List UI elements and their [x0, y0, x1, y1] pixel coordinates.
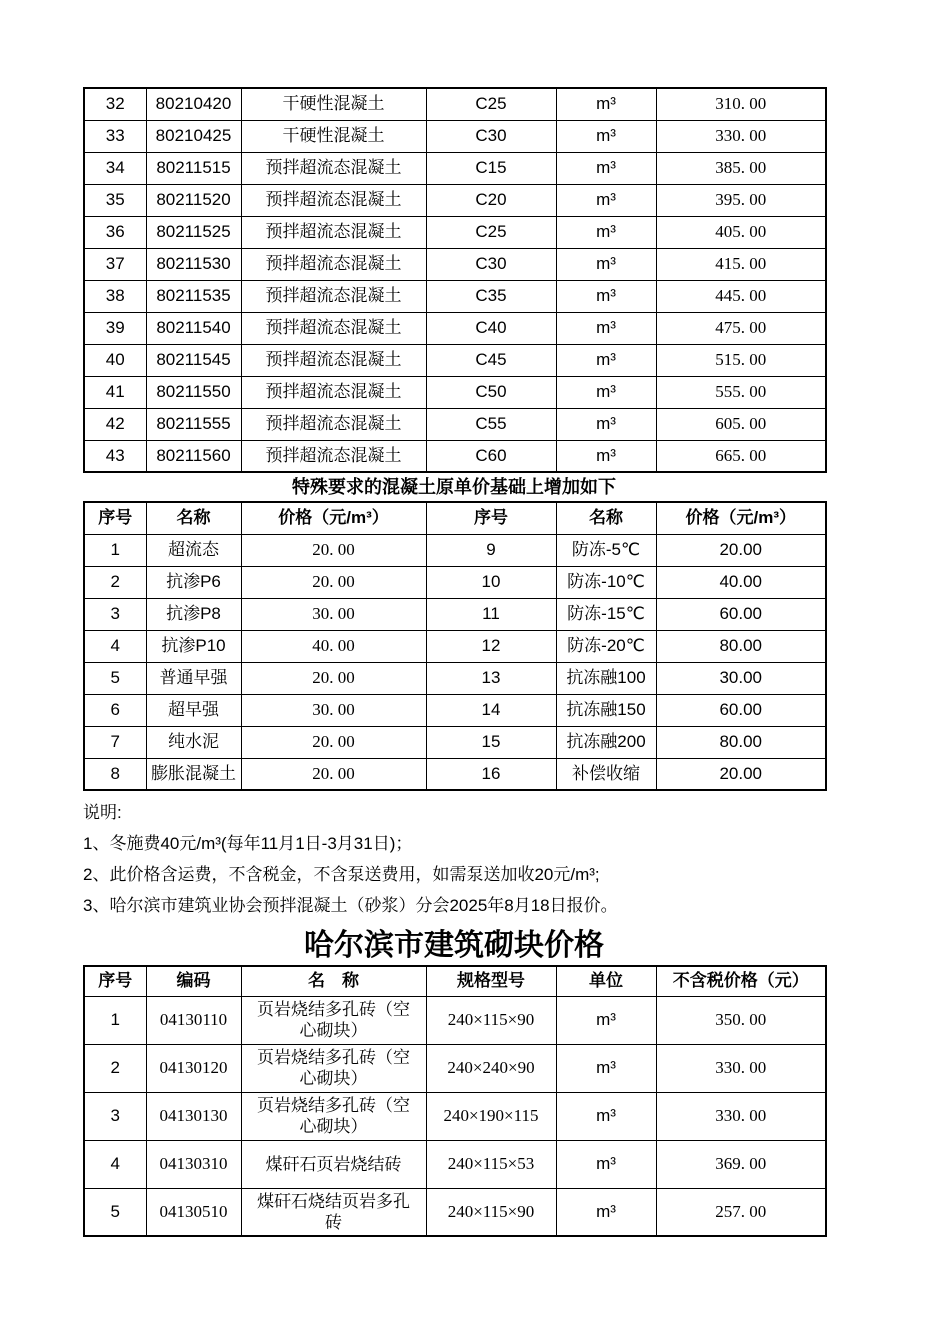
cell-serial: 5: [84, 1188, 146, 1236]
cell-price-right: 40.00: [656, 566, 826, 598]
cell-name-right: 防冻-10℃: [556, 566, 656, 598]
cell-name: 煤矸石烧结页岩多孔砖: [241, 1188, 426, 1236]
cell-price-left: 30. 00: [241, 694, 426, 726]
cell-price-left: 20. 00: [241, 566, 426, 598]
cell-serial: 42: [84, 408, 146, 440]
cell-spec: 240×115×90: [426, 996, 556, 1044]
cell-code: 80211560: [146, 440, 241, 472]
cell-price: 555. 00: [656, 376, 826, 408]
cell-unit: m³: [556, 996, 656, 1044]
cell-name-right: 补偿收缩: [556, 758, 656, 790]
cell-serial: 41: [84, 376, 146, 408]
cell-price-right: 60.00: [656, 694, 826, 726]
cell-name-left: 膨胀混凝土: [146, 758, 241, 790]
cell-price-left: 30. 00: [241, 598, 426, 630]
cell-serial: 38: [84, 280, 146, 312]
cell-name: 煤矸石页岩烧结砖: [241, 1140, 426, 1188]
cell-price: 405. 00: [656, 216, 826, 248]
cell-serial-right: 14: [426, 694, 556, 726]
table-row: [84, 376, 826, 408]
table-row: [84, 280, 826, 312]
column-header: 规格型号: [426, 966, 556, 996]
table-row: [84, 216, 826, 248]
table-row: [84, 996, 826, 1044]
cell-price-right: 60.00: [656, 598, 826, 630]
column-header: 名称: [146, 502, 241, 534]
cell-unit: m³: [556, 216, 656, 248]
concrete-price-table: [83, 87, 827, 473]
cell-serial-left: 1: [84, 534, 146, 566]
cell-serial: 2: [84, 1044, 146, 1092]
note-line: 1、冬施费40元/m³(每年11月1日-3月31日)；: [83, 834, 413, 853]
cell-grade: C45: [426, 344, 556, 376]
cell-name: 页岩烧结多孔砖（空心砌块）: [241, 996, 426, 1044]
cell-name-left: 抗渗P8: [146, 598, 241, 630]
header-row: [84, 502, 826, 534]
cell-code: 80211540: [146, 312, 241, 344]
cell-code: 04130510: [146, 1188, 241, 1236]
table-row: [84, 598, 826, 630]
cell-grade: C35: [426, 280, 556, 312]
cell-name-left: 纯水泥: [146, 726, 241, 758]
cell-name-right: 防冻-15℃: [556, 598, 656, 630]
cell-name: 预拌超流态混凝土: [241, 440, 426, 472]
cell-grade: C25: [426, 88, 556, 120]
column-header: 不含税价格（元）: [656, 966, 826, 996]
cell-spec: 240×190×115: [426, 1092, 556, 1140]
cell-price: 350. 00: [656, 996, 826, 1044]
special-additions-table: [83, 501, 827, 791]
cell-serial-right: 12: [426, 630, 556, 662]
cell-code: 04130310: [146, 1140, 241, 1188]
cell-unit: m³: [556, 344, 656, 376]
cell-serial: 37: [84, 248, 146, 280]
table-row: [84, 312, 826, 344]
cell-name: 预拌超流态混凝土: [241, 184, 426, 216]
cell-name: 预拌超流态混凝土: [241, 376, 426, 408]
cell-price-right: 80.00: [656, 726, 826, 758]
cell-name: 页岩烧结多孔砖（空心砌块）: [241, 1044, 426, 1092]
cell-code: 80210425: [146, 120, 241, 152]
cell-grade: C60: [426, 440, 556, 472]
cell-price: 665. 00: [656, 440, 826, 472]
header-row: [84, 966, 826, 996]
document-content: [83, 0, 825, 1237]
cell-grade: C25: [426, 216, 556, 248]
cell-serial-right: 11: [426, 598, 556, 630]
cell-code: 80211555: [146, 408, 241, 440]
cell-price-right: 20.00: [656, 758, 826, 790]
cell-unit: m³: [556, 248, 656, 280]
cell-name-left: 超早强: [146, 694, 241, 726]
cell-name-right: 防冻-5℃: [556, 534, 656, 566]
column-header: 序号: [84, 502, 146, 534]
cell-serial: 36: [84, 216, 146, 248]
cell-serial: 34: [84, 152, 146, 184]
cell-price: 310. 00: [656, 88, 826, 120]
cell-name: 预拌超流态混凝土: [241, 248, 426, 280]
cell-code: 80210420: [146, 88, 241, 120]
cell-unit: m³: [556, 88, 656, 120]
cell-grade: C30: [426, 120, 556, 152]
cell-price-right: 30.00: [656, 662, 826, 694]
cell-unit: m³: [556, 120, 656, 152]
cell-serial: 3: [84, 1092, 146, 1140]
cell-name: 干硬性混凝土: [241, 120, 426, 152]
cell-name: 页岩烧结多孔砖（空心砌块）: [241, 1092, 426, 1140]
cell-serial: 33: [84, 120, 146, 152]
note-line: 2、此价格含运费，不含税金，不含泵送费用，如需泵送加收20元/m³;: [83, 865, 600, 884]
cell-price: 605. 00: [656, 408, 826, 440]
cell-price-left: 20. 00: [241, 758, 426, 790]
cell-name-left: 普通早强: [146, 662, 241, 694]
cell-price: 415. 00: [656, 248, 826, 280]
table-row: [84, 630, 826, 662]
cell-price: 330. 00: [656, 1092, 826, 1140]
cell-name-right: 抗冻融100: [556, 662, 656, 694]
cell-serial-right: 10: [426, 566, 556, 598]
column-header: 价格（元/m³）: [241, 502, 426, 534]
cell-code: 80211515: [146, 152, 241, 184]
cell-price: 257. 00: [656, 1188, 826, 1236]
note-line: 3、哈尔滨市建筑业协会预拌混凝土（砂浆）分会2025年8月18日报价。: [83, 896, 618, 915]
cell-unit: m³: [556, 408, 656, 440]
cell-name-right: 防冻-20℃: [556, 630, 656, 662]
cell-serial-right: 13: [426, 662, 556, 694]
cell-code: 80211545: [146, 344, 241, 376]
column-header: 名 称: [241, 966, 426, 996]
cell-code: 80211520: [146, 184, 241, 216]
cell-code: 04130130: [146, 1092, 241, 1140]
cell-price-left: 40. 00: [241, 630, 426, 662]
cell-serial-left: 8: [84, 758, 146, 790]
cell-serial: 39: [84, 312, 146, 344]
column-header: 序号: [426, 502, 556, 534]
cell-name-left: 抗渗P6: [146, 566, 241, 598]
cell-spec: 240×240×90: [426, 1044, 556, 1092]
cell-serial: 1: [84, 996, 146, 1044]
table-row: [84, 408, 826, 440]
table-row: [84, 120, 826, 152]
column-header: 单位: [556, 966, 656, 996]
cell-serial-left: 5: [84, 662, 146, 694]
column-header: 名称: [556, 502, 656, 534]
block-price-table: [83, 965, 827, 1237]
table-row: [84, 184, 826, 216]
table-row: [84, 1188, 826, 1236]
top-margin: [83, 0, 825, 87]
table-row: [84, 1140, 826, 1188]
cell-grade: C50: [426, 376, 556, 408]
table-row: [84, 694, 826, 726]
notes-label: 说明:: [83, 803, 122, 822]
cell-code: 04130120: [146, 1044, 241, 1092]
cell-serial-left: 3: [84, 598, 146, 630]
cell-unit: m³: [556, 1188, 656, 1236]
cell-serial: 35: [84, 184, 146, 216]
cell-unit: m³: [556, 312, 656, 344]
cell-name: 干硬性混凝土: [241, 88, 426, 120]
cell-serial-right: 16: [426, 758, 556, 790]
table-row: [84, 88, 826, 120]
cell-name: 预拌超流态混凝土: [241, 152, 426, 184]
cell-serial: 40: [84, 344, 146, 376]
table-row: [84, 566, 826, 598]
cell-name-right: 抗冻融200: [556, 726, 656, 758]
cell-price: 515. 00: [656, 344, 826, 376]
cell-price-left: 20. 00: [241, 534, 426, 566]
cell-code: 80211525: [146, 216, 241, 248]
cell-code: 80211530: [146, 248, 241, 280]
cell-grade: C30: [426, 248, 556, 280]
cell-price: 369. 00: [656, 1140, 826, 1188]
section-title-special: 特殊要求的混凝土原单价基础上增加如下: [292, 477, 616, 497]
cell-price: 330. 00: [656, 1044, 826, 1092]
cell-unit: m³: [556, 1140, 656, 1188]
table-row: [84, 1092, 826, 1140]
cell-spec: 240×115×90: [426, 1188, 556, 1236]
cell-unit: m³: [556, 280, 656, 312]
cell-price-right: 80.00: [656, 630, 826, 662]
cell-unit: m³: [556, 1044, 656, 1092]
cell-price: 330. 00: [656, 120, 826, 152]
cell-name: 预拌超流态混凝土: [241, 344, 426, 376]
cell-code: 04130110: [146, 996, 241, 1044]
cell-serial-right: 15: [426, 726, 556, 758]
cell-unit: m³: [556, 184, 656, 216]
cell-serial-left: 2: [84, 566, 146, 598]
cell-name: 预拌超流态混凝土: [241, 312, 426, 344]
cell-price: 395. 00: [656, 184, 826, 216]
cell-unit: m³: [556, 376, 656, 408]
cell-price-left: 20. 00: [241, 726, 426, 758]
table-row: [84, 758, 826, 790]
cell-name: 预拌超流态混凝土: [241, 408, 426, 440]
cell-serial-left: 7: [84, 726, 146, 758]
table-row: [84, 726, 826, 758]
cell-price: 445. 00: [656, 280, 826, 312]
cell-serial-left: 6: [84, 694, 146, 726]
cell-grade: C40: [426, 312, 556, 344]
notes-block: [83, 791, 825, 921]
cell-serial-left: 4: [84, 630, 146, 662]
cell-serial: 32: [84, 88, 146, 120]
cell-name-right: 抗冻融150: [556, 694, 656, 726]
cell-unit: m³: [556, 152, 656, 184]
cell-unit: m³: [556, 1092, 656, 1140]
cell-serial: 43: [84, 440, 146, 472]
cell-price: 385. 00: [656, 152, 826, 184]
cell-serial-right: 9: [426, 534, 556, 566]
column-header: 序号: [84, 966, 146, 996]
table-row: [84, 440, 826, 472]
column-header: 价格（元/m³）: [656, 502, 826, 534]
cell-grade: C20: [426, 184, 556, 216]
cell-name-left: 超流态: [146, 534, 241, 566]
cell-code: 80211535: [146, 280, 241, 312]
cell-name: 预拌超流态混凝土: [241, 280, 426, 312]
table-row: [84, 344, 826, 376]
cell-price-left: 20. 00: [241, 662, 426, 694]
page-title-blocks: 哈尔滨市建筑砌块价格: [304, 929, 604, 962]
table-row: [84, 534, 826, 566]
table-row: [84, 662, 826, 694]
cell-unit: m³: [556, 440, 656, 472]
cell-grade: C55: [426, 408, 556, 440]
cell-price-right: 20.00: [656, 534, 826, 566]
cell-spec: 240×115×53: [426, 1140, 556, 1188]
cell-name: 预拌超流态混凝土: [241, 216, 426, 248]
table-row: [84, 152, 826, 184]
cell-code: 80211550: [146, 376, 241, 408]
cell-serial: 4: [84, 1140, 146, 1188]
column-header: 编码: [146, 966, 241, 996]
cell-grade: C15: [426, 152, 556, 184]
cell-name-left: 抗渗P10: [146, 630, 241, 662]
table-row: [84, 248, 826, 280]
cell-price: 475. 00: [656, 312, 826, 344]
table-row: [84, 1044, 826, 1092]
